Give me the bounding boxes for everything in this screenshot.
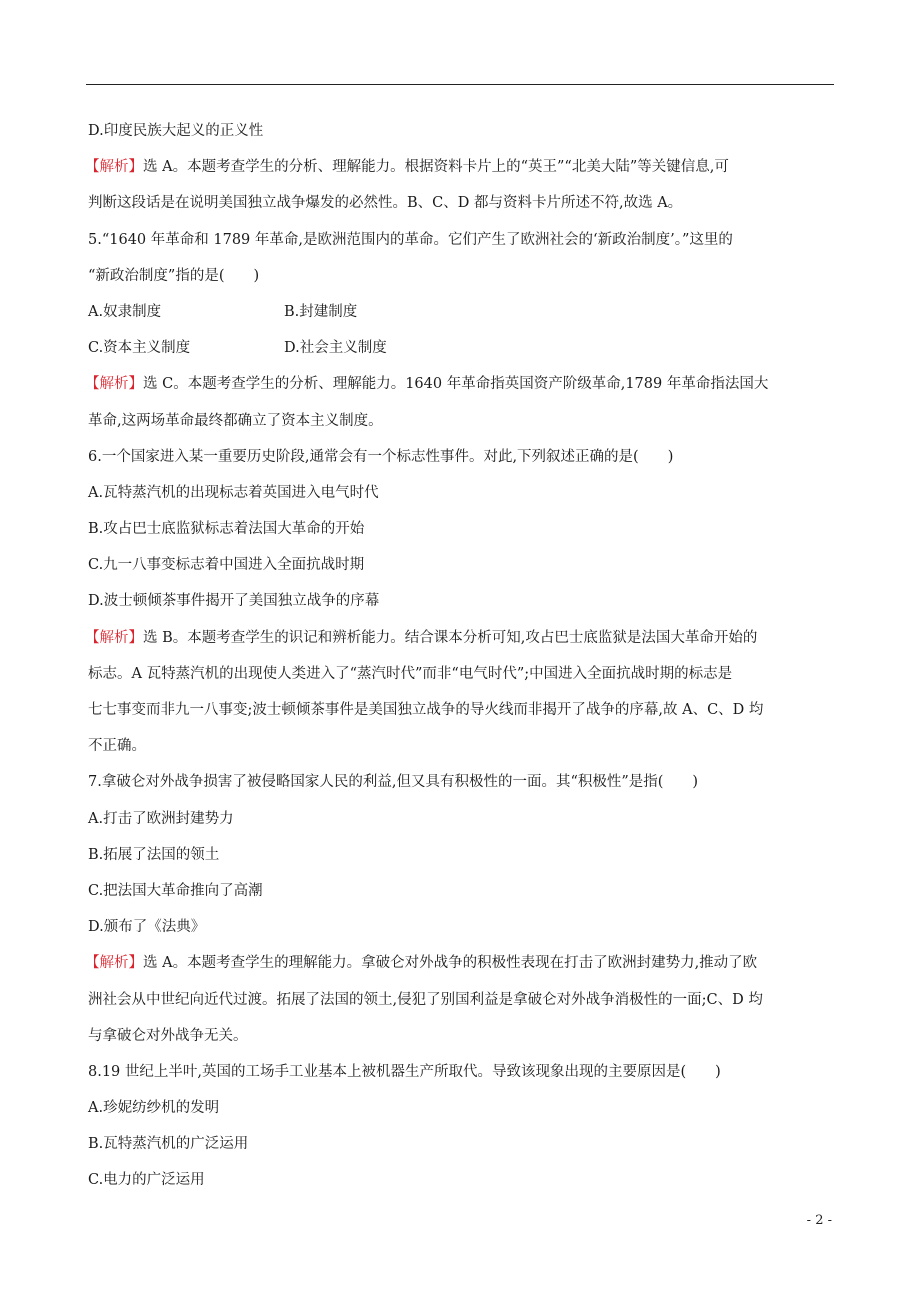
q6-analysis-line-1: 【解析】选 B。本题考查学生的识记和辨析能力。结合课本分析可知,攻占巴士底监狱是法国大革命开始的 [85, 629, 758, 646]
analysis-tag: 【解析】 [85, 376, 143, 393]
q6-option-b: B.攻占巴士底监狱标志着法国大革命的开始 [88, 521, 365, 538]
q6-analysis-line-3: 七七事变而非九一八事变;波士顿倾茶事件是美国独立战争的导火线而非揭开了战争的序幕,故 A、C、D 均 [88, 702, 764, 718]
q7-option-c: C.把法国大革命推向了高潮 [88, 882, 263, 899]
q5-stem-line-1: 5.“1640 年革命和 1789 年革命,是欧洲范围内的革命。它们产生了欧洲社会的‘新政治制度’。”这里的 [88, 231, 733, 248]
q5-analysis-line-1: 【解析】选 C。本题考查学生的分析、理解能力。1640 年革命指英国资产阶级革命,1789 年革命指法国大 [85, 376, 769, 393]
q6-option-a: A.瓦特蒸汽机的出现标志着英国进入电气时代 [88, 484, 379, 501]
q8-stem: 8.19 世纪上半叶,英国的工场手工业基本上被机器生产所取代。导致该现象出现的主要原因是( ) [88, 1063, 721, 1080]
page-number: - 2 - [806, 1213, 832, 1228]
page-content [85, 113, 836, 1199]
q6-stem: 6.一个国家进入某一重要历史阶段,通常会有一个标志性事件。对此,下列叙述正确的是( ) [88, 448, 674, 465]
q6-analysis-line-4: 不正确。 [88, 738, 146, 755]
q5-option-b: B.封建制度 [284, 303, 358, 320]
q6-option-c: C.九一八事变标志着中国进入全面抗战时期 [88, 557, 365, 574]
q5-stem-line-2: “新政治制度”指的是( ) [88, 267, 260, 284]
analysis-tag: 【解析】 [85, 629, 143, 646]
q7-analysis-line-2: 洲社会从中世纪向近代过渡。拓展了法国的领土,侵犯了别国利益是拿破仑对外战争消极性的一面;C、D 均 [88, 991, 763, 1008]
q7-option-d: D.颁布了《法典》 [88, 919, 206, 936]
q5-option-a: A.奴隶制度 [88, 303, 162, 320]
q8-option-b: B.瓦特蒸汽机的广泛运用 [88, 1136, 249, 1153]
analysis-tag: 【解析】 [85, 955, 143, 972]
q7-option-b: B.拓展了法国的领土 [88, 846, 220, 863]
q6-analysis-line-2: 标志。A 瓦特蒸汽机的出现使人类进入了“蒸汽时代”而非“电气时代”;中国进入全面抗战时期的标志是 [88, 665, 733, 682]
header-rule [86, 84, 834, 85]
q5-option-c: C.资本主义制度 [88, 340, 191, 357]
q4-analysis-line-2: 判断这段话是在说明美国独立战争爆发的必然性。B、C、D 都与资料卡片所述不符,故选 A。 [88, 195, 683, 212]
q5-analysis-line-2: 革命,这两场革命最终都确立了资本主义制度。 [88, 412, 383, 429]
q7-analysis-line-1: 【解析】选 A。本题考查学生的理解能力。拿破仑对外战争的积极性表现在打击了欧洲封建势力,推动了欧 [85, 955, 758, 972]
q4-analysis-line-1: 【解析】选 A。本题考查学生的分析、理解能力。根据资料卡片上的“英王”“北美大陆”等关键信息,可 [85, 159, 729, 176]
q4-option-d: D.印度民族大起义的正义性 [88, 123, 264, 139]
q6-option-d: D.波士顿倾茶事件揭开了美国独立战争的序幕 [88, 593, 380, 610]
q5-option-d: D.社会主义制度 [284, 340, 387, 357]
q7-option-a: A.打击了欧洲封建势力 [88, 810, 234, 827]
q5-options-row-1 [88, 294, 836, 330]
q8-option-a: A.珍妮纺纱机的发明 [88, 1100, 220, 1117]
analysis-tag: 【解析】 [85, 159, 143, 176]
q7-stem: 7.拿破仑对外战争损害了被侵略国家人民的利益,但又具有积极性的一面。其“积极性”是指( ) [88, 774, 699, 791]
q8-option-c: C.电力的广泛运用 [88, 1172, 205, 1189]
q7-analysis-line-3: 与拿破仑对外战争无关。 [88, 1027, 248, 1044]
q5-options-row-2 [88, 330, 836, 366]
